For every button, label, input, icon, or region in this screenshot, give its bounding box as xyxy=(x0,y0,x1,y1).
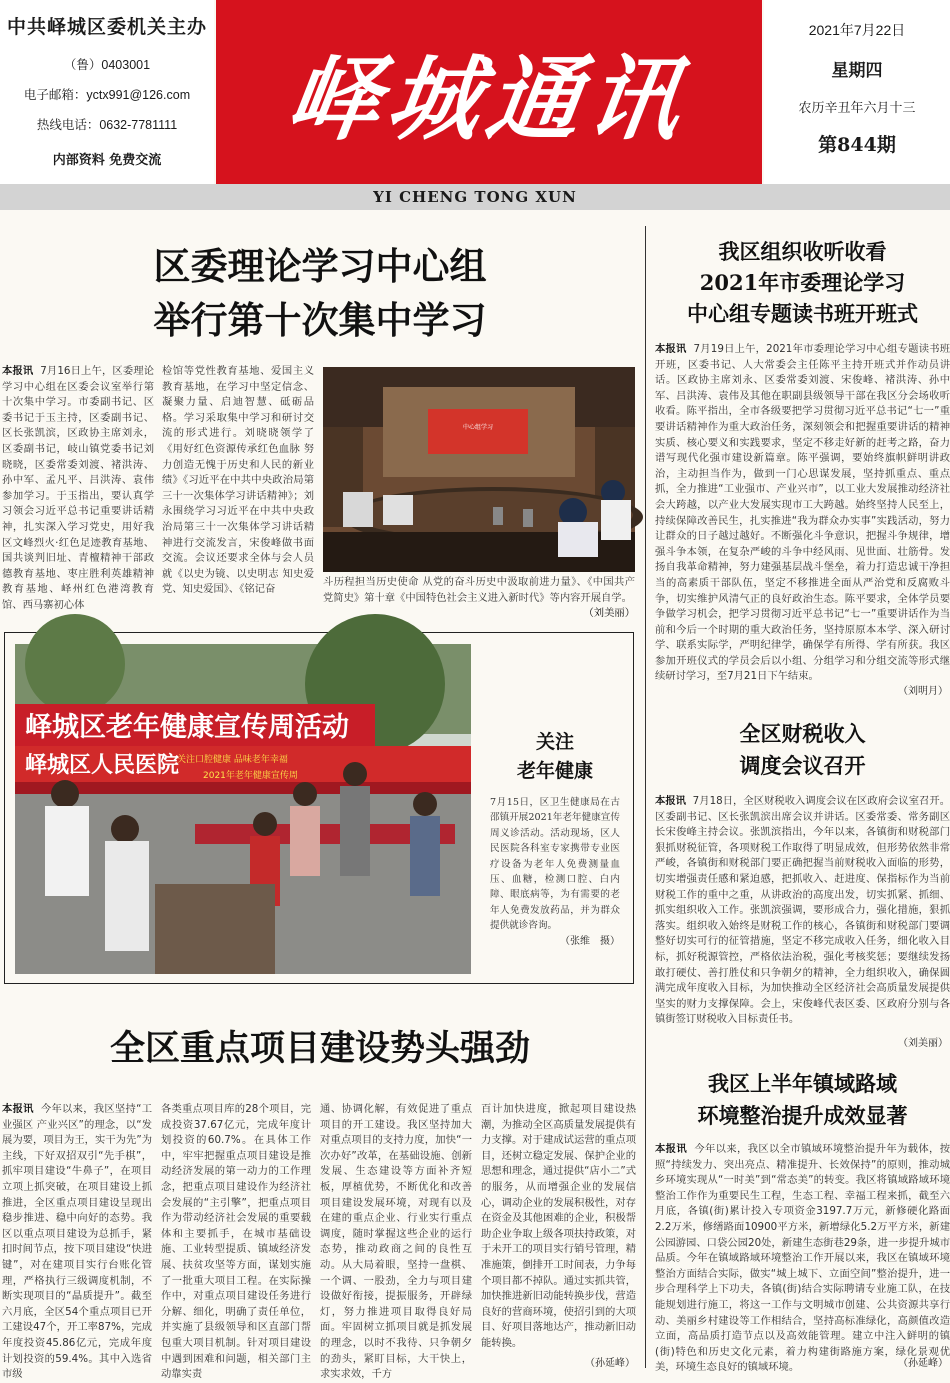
issue-date: 2021年7月22日 xyxy=(808,22,906,38)
right3-headline-line1: 我区上半年镇域路域 xyxy=(708,1071,897,1096)
photo-feature-caption xyxy=(490,795,620,949)
article2-column3 xyxy=(320,1102,472,1381)
right2-body xyxy=(655,794,950,1034)
masthead-info-right xyxy=(764,0,950,184)
photo-feature-title-line1: 关注 xyxy=(535,731,574,753)
article2-column1 xyxy=(2,1102,153,1381)
masthead-title-block xyxy=(216,0,762,184)
right1-headline-line3: 中心组专题读书班开班式 xyxy=(687,301,918,326)
pinyin-title-bar: YI CHENG TONG XUN xyxy=(0,184,950,210)
photo-feature-title xyxy=(490,728,620,786)
right2-lead: 本报讯 xyxy=(655,795,687,807)
article2-lead: 本报讯 xyxy=(2,1103,34,1115)
article1-headline-line1: 区委理论学习中心组 xyxy=(153,245,487,288)
right3-text: 今年以来，我区以全市镇域环境整治提升年为载体，按照“持续发力、突出亮点、精准提升、长效保持”的原则，推动城乡环境实现从“一时美”到“常态美”的转变。我区将镇域路域环境整治工作作为重要民生工程，生态工程、幸福工程来抓，截至六月底，各镇(街)累计投入专项资金3197.7万元，新修硬化路面2.2万米，修缮路面10900平方米，新增绿化5.2万平方米，新建公园游园、口袋公园20处，新建生态街巷29条，进一步提升城市品质。今年在镇域路域环境整治工作开展以来，我区在镇域环境整治方面结合实际，做实“城上城下、立面空间”整治提升，进一步合理科学上下功夫，各镇(街)结合实际聘请专业施工队，在技能规划进行施工，将这一工作与文明城市创建、公共资源共享行动、美丽乡村建设等工作相结合，坚持高标准绿化，高颜值改造立面，高品质打造节点以及高效能管理。建立中注入鲜明的镇(街)特色和历史文化元素，着力构建街路施方案，绿化景观优美，环境生态良好的镇域环境。 xyxy=(655,1143,950,1374)
right3-headline-line2: 环境整治提升成效显著 xyxy=(697,1103,908,1128)
column-divider xyxy=(645,226,646,1368)
right2-credit: （刘美丽） xyxy=(898,1038,948,1049)
article1-column1 xyxy=(2,364,154,614)
right2-text: 7月18日，全区财税收入调度会议在区政府会议室召开。区委副书记、区长张凯滨出席会议并讲话。区委常委、常务副区长宋俊峰主持会议。张凯滨指出，今年以来，各镇街和财税部门狠抓财税征管，各项财税工作取得了明显成效，但形势依然非常严峻，各镇街和财税部门要正确把握当前财税收入面临的形势，切实增强责任感和紧迫感，把抓收入、赶进度、保指标作为当前财税工作的重中之重，从讲政治的高度出发，切实抓紧、抓细、抓实组织收入工作。张凯滨强调，要形成合力，强化措施，狠抓落实。组织收入始终是财税工作的核心，各镇街和财税部门要调整好切实可行的征管措施，坚定不移完成收入任务，细化收入目标，抓好税源管控，严格依法治税，强化考核奖惩；要继续发扬敢打硬仗、善打胜仗和只争朝夕的精神，全力组织收入，确保圆满完成年度收入目标，为加快推动全区经济社会高质量发展提供坚实的财力支撑保障。会上，宋俊峰代表区委、区政府分别与各镇街签订财税收入目标责任书。 xyxy=(655,795,950,1026)
article1-column2 xyxy=(162,364,314,614)
right2-headline-line1: 全区财税收入 xyxy=(739,721,866,746)
lunar-date: 农历辛丑年六月十三 xyxy=(798,101,916,116)
publisher-name: 中共峄城区委机关主办 xyxy=(6,16,207,38)
article1-credit: （刘美丽） xyxy=(583,607,635,620)
email-address: 电子邮箱：yctx991@126.com xyxy=(23,88,191,102)
meeting-photo xyxy=(323,367,635,572)
article1-tail xyxy=(323,575,635,621)
right1-body xyxy=(655,342,950,682)
banner-hospital-text: 峄城区人民医院 xyxy=(25,753,180,778)
right1-text: 7月19日上午，2021年市委理论学习中心组专题读书班开班，区委书记、人大常委会主任陈平主持开班式并作动员讲话。区政协主席刘永、区委常委刘渡、宋俊峰、褚洪涛、孙中军、吕洪涛、袁伟及其他在职副县级领导干部在我区分会场收听收看。陈平指出，全市各级要把学习贯彻习近平总书记“七一”重要讲话精神作为重大政治任务，深刻领会和把握重要讲话的精神实质、核心要义和实践要求，坚定不移走好新的赶考之路，奋力谱写现代化强市建设新篇章。陈平强调，要始终旗帜鲜明讲政治，主动担当作为，做到一门心思谋发展，坚持抓重点、重点抓，全力推进“工业强市、产业兴市”，以工业大发展推动经济社会大跨越，以产业大发展实现市工大跨越。始终坚持人民至上，持续保障改善民生，扎实推进“我为群众办实事”实践活动，努力让群众的日子越过越好。不断强化斗争意识，把握斗争规律，增强斗争本领，在复杂严峻的斗争中经风雨、见世面、壮筋骨。发扬自我革命精神，努力建强基层战斗堡垒，着力打造忠诚干净担当的高素质干部队伍，坚定不移推进全面从严治党和反腐败斗争，切实维护风清气正的良好政治生态。陈平要求，全体学员要争做学习机会，把学习贯彻习近平总书记“七一”重要讲话作为当前和今后一个时期的重大政治任务，坚持原原本本学、深入研讨学、联系实际学，严明纪律学，确保学有所得、学有所获。我区参加开班仪式的学员会后以小组、分组学习和分组交流等形式继续研讨学习，至7月21日下午结束。 xyxy=(655,343,950,683)
hotline: 热线电话：0632-7781111 xyxy=(36,118,178,132)
right1-credit: （刘明月） xyxy=(898,686,948,697)
article1-text1: 7月16日上午，区委理论学习中心组在区委会议室举行第十次集中学习。市委副书记、区委书记于玉主持，区委副书记、区长张凯滨，区政协主席刘永，区委副书记，岐山镇党委书记刘晓晓，区委常委刘渡、褚洪涛、孙中军、孟凡平、吕洪涛、袁伟参加学习。于玉指出，要认真学习领会习近平总书记重要讲话精神，扎实深入学习党史，用好我区文峰烈火·红色足迹教育基地、国共谈判旧址、青檀精神干部政德教育基地、枣庄胜利英雄精神教育基地、峄州红色港湾教育馆、西马寨初心体 xyxy=(2,365,155,611)
health-event-photo xyxy=(15,644,471,974)
article1-text2: 检馆等党性教育基地、爱国主义教育基地，在学习中坚定信念、凝聚力量、启迪智慧、砥砺品格。学习采取集中学习和研讨交流的形式进行。刘晓晓领学了《用好红色资源传承红色血脉 努力创造无愧于历史和人民的新业绩》《习近平在中共中央政治局第三十一次集体学习讲话精神》；刘永围绕学习习近平在中共中央政治局第三十一次集体学习讲话精神进行交流发言，宋俊峰做书面交流。会议还要求全体与会人员就《以史为镜、以史明志 知史爱党、知史爱国》、《铭记奋 xyxy=(162,365,314,596)
article2-credit: （孙延峰） xyxy=(585,1358,635,1369)
article1-lead: 本报讯 xyxy=(2,365,34,377)
article2-column4 xyxy=(481,1102,636,1354)
right2-headline xyxy=(655,718,950,782)
article1-headline xyxy=(30,240,610,348)
article2-text4: 百计加快进度，掀起项目建设热潮，为推动全区高质量发展提供有力支撑。对于建成试运营的重点项目，还树立稳定发展、保护企业的思想和理念，通过提供“店小二”式的服务，从而增强企业的发展信心，调动企业的发展积极性，对存在资金及其他困难的企业，积极帮助企业争取上级各项扶持政策，对于未开工的项目实行销号管理，精准施策，倒排开工时间表，力争每个项目都不掉队。通过实抓共管，加快推进新旧动能转换步伐，营造良好的营商环境，使招引到的大项目、好项目落地达产，推动新旧动能转换。 xyxy=(481,1103,636,1349)
article2-headline: 全区重点项目建设势头强劲 xyxy=(109,1029,530,1069)
right1-headline xyxy=(655,236,950,329)
article1-text3: 斗历程担当历史使命 从党的奋斗历史中汲取前进力量》、《中国共产党简史》第十章《中国特色社会主义进入新时代》等内容开展自学。 xyxy=(323,576,635,604)
right1-lead: 本报讯 xyxy=(655,343,687,355)
right3-headline xyxy=(655,1068,950,1132)
banner-title-text: 峄城区老年健康宣传周活动 xyxy=(25,712,349,743)
newspaper-title: 峄城通讯 xyxy=(280,45,696,153)
right3-lead: 本报讯 xyxy=(655,1143,688,1155)
banner-week-text: 2021年老年健康宣传周 xyxy=(203,771,298,781)
right2-headline-line2: 调度会议召开 xyxy=(739,753,866,778)
article2-text1: 今年以来，我区坚持“工业强区 产业兴区”的理念，以“发展为要，项目为王，实干为先”为主线，下好双招双引“先手棋”，抓牢项目建设“牛鼻子”，在项目立项上抓突破，在项目建设上抓推进，全区重点项目建设呈现出稳步推进、稳中向好的态势。我区以重点项目建设为总抓手，紧扣时间节点，按下项目建设“快进键”，对在建项目实行台账化管理，严格执行三级调度机制，不断实现项目的“晶质提升”。截至六月底，全区54个重点项目已开工建设47个，开工率87%，完成年度投资45.86亿元，完成年度计划投资的59.4%。其中入选省市级 xyxy=(2,1103,153,1381)
banner-slogan-text: 关注口腔健康 品味老年幸福 xyxy=(177,755,288,765)
article2-text3: 通、协调化解，有效促进了重点项目的开工建设。我区坚持加大对重点项目的支持力度，加快“一次办好”改革，在基础设施、创新发展、生态建设等方面补齐短板，厚植优势，不断优化和改善项目建设发展环境，对现有以及在建的重点企业、行业实行重点调度，随时掌握这些企业的运行态势，推动政商之间的良性互动。从大局着眼，坚持一盘棋、一个调、一股劲，全力与项目建设做好衔接，提振服务，开辟绿灯，努力推进项目取得良好局面。牢固树立抓项目就是抓发展的理念，以时不我待、只争朝夕的劲头，紧盯目标，大干快上，求实求效，千方 xyxy=(320,1103,472,1381)
right1-headline-line2: 2021年市委理论学习 xyxy=(699,270,906,295)
article1-headline-line2: 举行第十次集中学习 xyxy=(153,299,487,342)
svg-text:中心组学习: 中心组学习 xyxy=(462,424,494,431)
issue-number: 第844期 xyxy=(818,134,896,156)
article2-column2 xyxy=(161,1102,311,1381)
right1-headline-line1: 我区组织收听收看 xyxy=(718,239,887,264)
article2-text2: 各类重点项目库的28个项目，完成投资37.67亿元，完成年度计划投资的60.7%。在具体工作中，牢牢把握重点项目建设是推动经济发展的第一动力的工作理念，把重点项目建设作为经济社会发展的“主引擎”，把重点项目作为带动经济社会发展的重要载体和主要抓手，在城市基础设施、工业转型提质、镇域经济发展、扶贫攻坚等方面，谋划实施了一批重大项目工程。在实际操作中，对重点项目建设任务进行分解、细化，明确了责任单位，并实施了县级领导和区直部门帮包重大项目机制。针对项目建设中遇到困难和问题，相关部门主动靠实责 xyxy=(161,1103,311,1381)
weekday: 星期四 xyxy=(831,61,883,81)
photo-feature-title-line2: 老年健康 xyxy=(516,760,593,782)
registration-number: （鲁）0403001 xyxy=(63,58,151,72)
right3-credit: （孙延峰） xyxy=(898,1358,948,1369)
photo-feature-credit: （张维 摄） xyxy=(560,935,620,947)
photo-feature-caption-text: 7月15日，区卫生健康局在古邵镇开展2021年老年健康宣传周义诊活动。活动现场，区人民医院各科室专家携带专业医疗设备为老年人免费测量血压、血糖，检测口腔、白内障、眼底病等，为有需要的老年人免费发放药品，并为群众提供就诊咨询。 xyxy=(490,797,620,932)
masthead-info-left xyxy=(0,0,214,184)
circulation-note: 内部资料 免费交流 xyxy=(52,153,162,168)
